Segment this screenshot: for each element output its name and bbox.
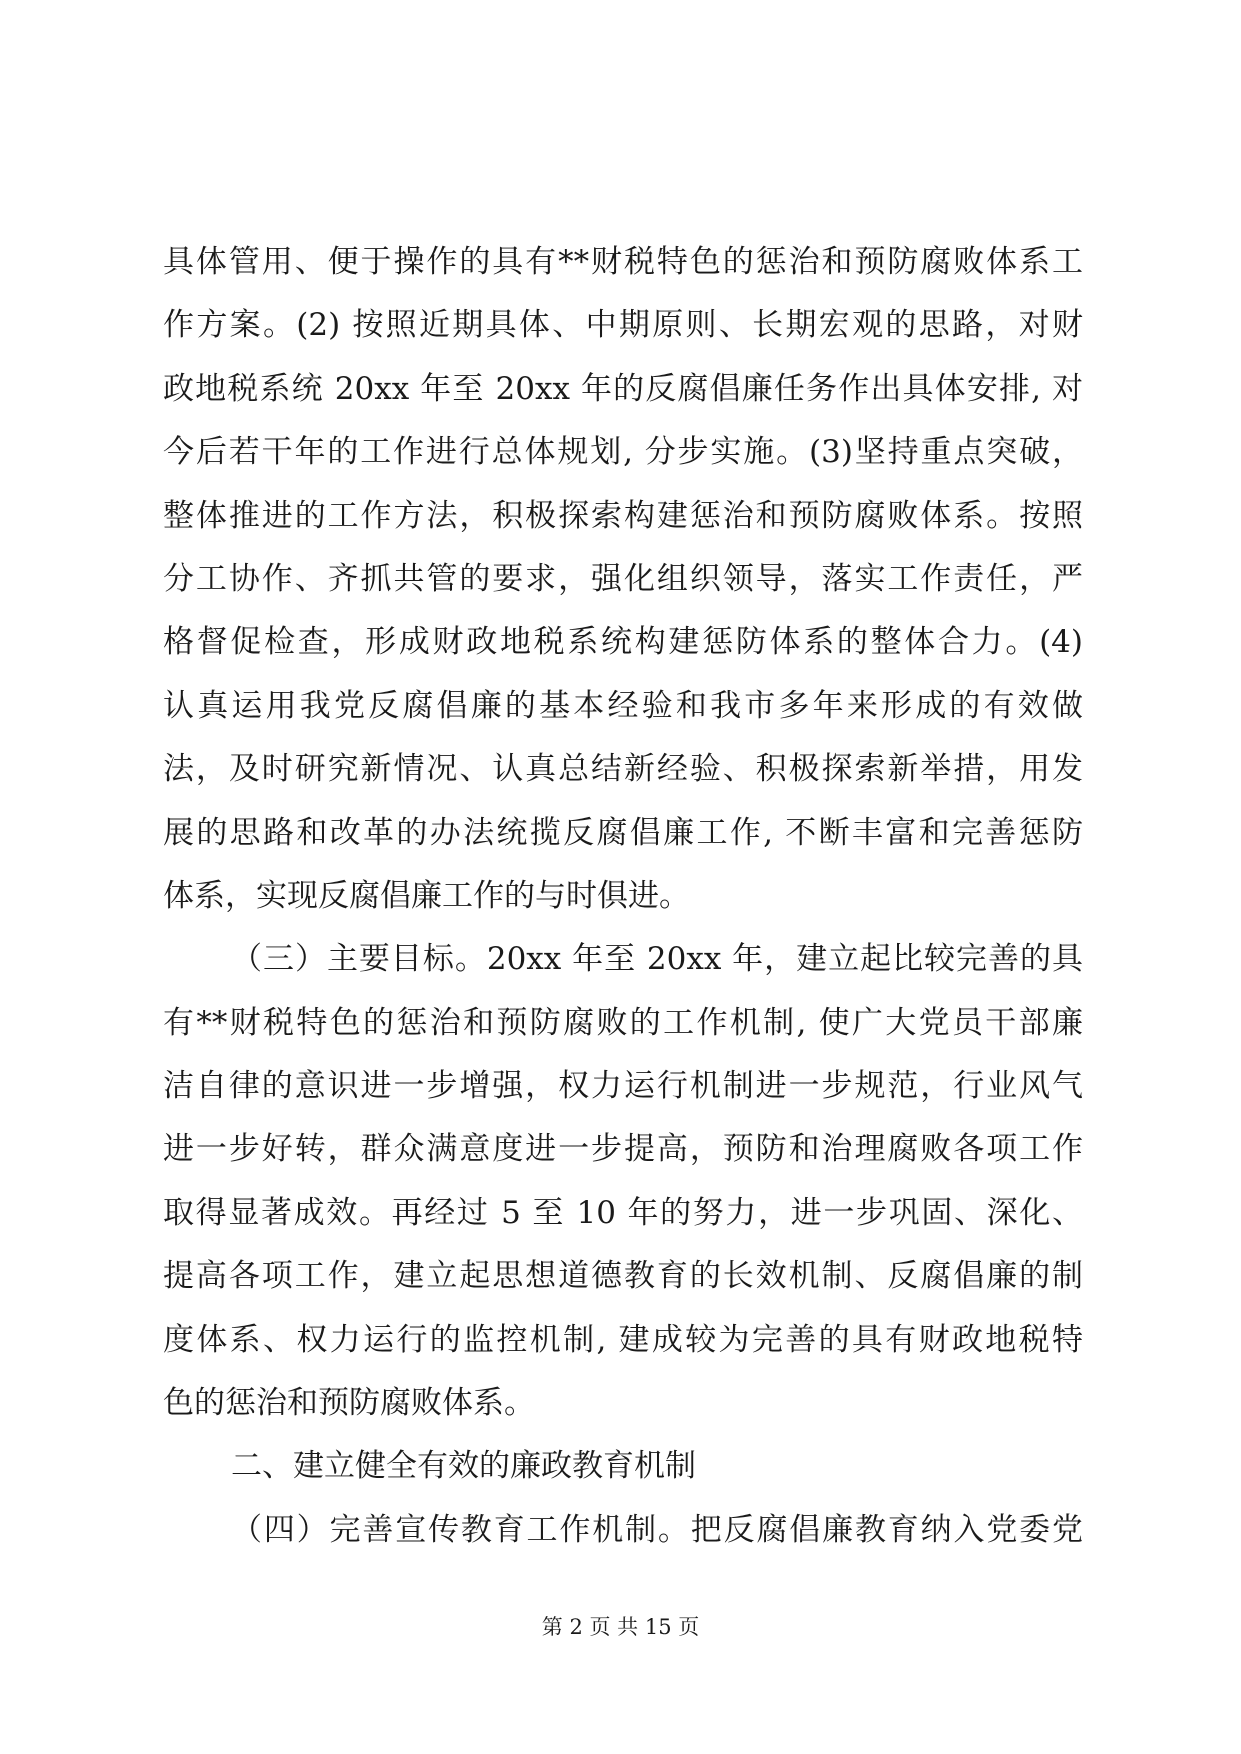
text-line: 度体系、权力运行的监控机制, 建成较为完善的具有财政地税特 bbox=[163, 1321, 1083, 1358]
text-line: 分工协作、齐抓共管的要求，强化组织领导，落实工作责任，严 bbox=[163, 560, 1083, 597]
text-line: 格督促检查，形成财政地税系统构建惩防体系的整体合力。(4) bbox=[163, 624, 1083, 661]
text-line: 整体推进的工作方法，积极探索构建惩治和预防腐败体系。按照 bbox=[163, 497, 1083, 534]
text-line: 进一步好转，群众满意度进一步提高，预防和治理腐败各项工作 bbox=[163, 1131, 1083, 1168]
text-line: 色的惩治和预防腐败体系。 bbox=[163, 1385, 535, 1422]
text-line: （四）完善宣传教育工作机制。把反腐倡廉教育纳入党委党 bbox=[231, 1511, 1083, 1548]
text-line: 法，及时研究新情况、认真总结新经验、积极探索新举措，用发 bbox=[163, 751, 1083, 788]
text-line: 体系，实现反腐倡廉工作的与时俱进。 bbox=[163, 877, 690, 914]
text-line: 取得显著成效。再经过 5 至 10 年的努力，进一步巩固、深化、 bbox=[163, 1194, 1083, 1231]
text-line: 政地税系统 20xx 年至 20xx 年的反腐倡廉任务作出具体安排, 对 bbox=[163, 370, 1083, 407]
text-line: 具体管用、便于操作的具有**财税特色的惩治和预防腐败体系工 bbox=[163, 244, 1083, 280]
text-line: 作方案。(2) 按照近期具体、中期原则、长期宏观的思路，对财 bbox=[163, 307, 1083, 344]
page-footer: 第 2 页 共 15 页 bbox=[541, 1615, 700, 1639]
document-body bbox=[163, 231, 1083, 1562]
text-line: 认真运用我党反腐倡廉的基本经验和我市多年来形成的有效做 bbox=[163, 687, 1083, 724]
text-line: 展的思路和改革的办法统揽反腐倡廉工作, 不断丰富和完善惩防 bbox=[163, 814, 1083, 851]
text-line: 提高各项工作，建立起思想道德教育的长效机制、反腐倡廉的制 bbox=[163, 1258, 1083, 1295]
text-line: 今后若干年的工作进行总体规划, 分步实施。(3)坚持重点突破， bbox=[163, 434, 1083, 471]
text-line: 洁自律的意识进一步增强，权力运行机制进一步规范，行业风气 bbox=[163, 1068, 1083, 1105]
text-line: 有**财税特色的惩治和预防腐败的工作机制, 使广大党员干部廉 bbox=[163, 1004, 1083, 1041]
text-line: （三）主要目标。20xx 年至 20xx 年，建立起比较完善的具 bbox=[231, 941, 1083, 978]
text-line: 二、建立健全有效的廉政教育机制 bbox=[231, 1448, 696, 1485]
